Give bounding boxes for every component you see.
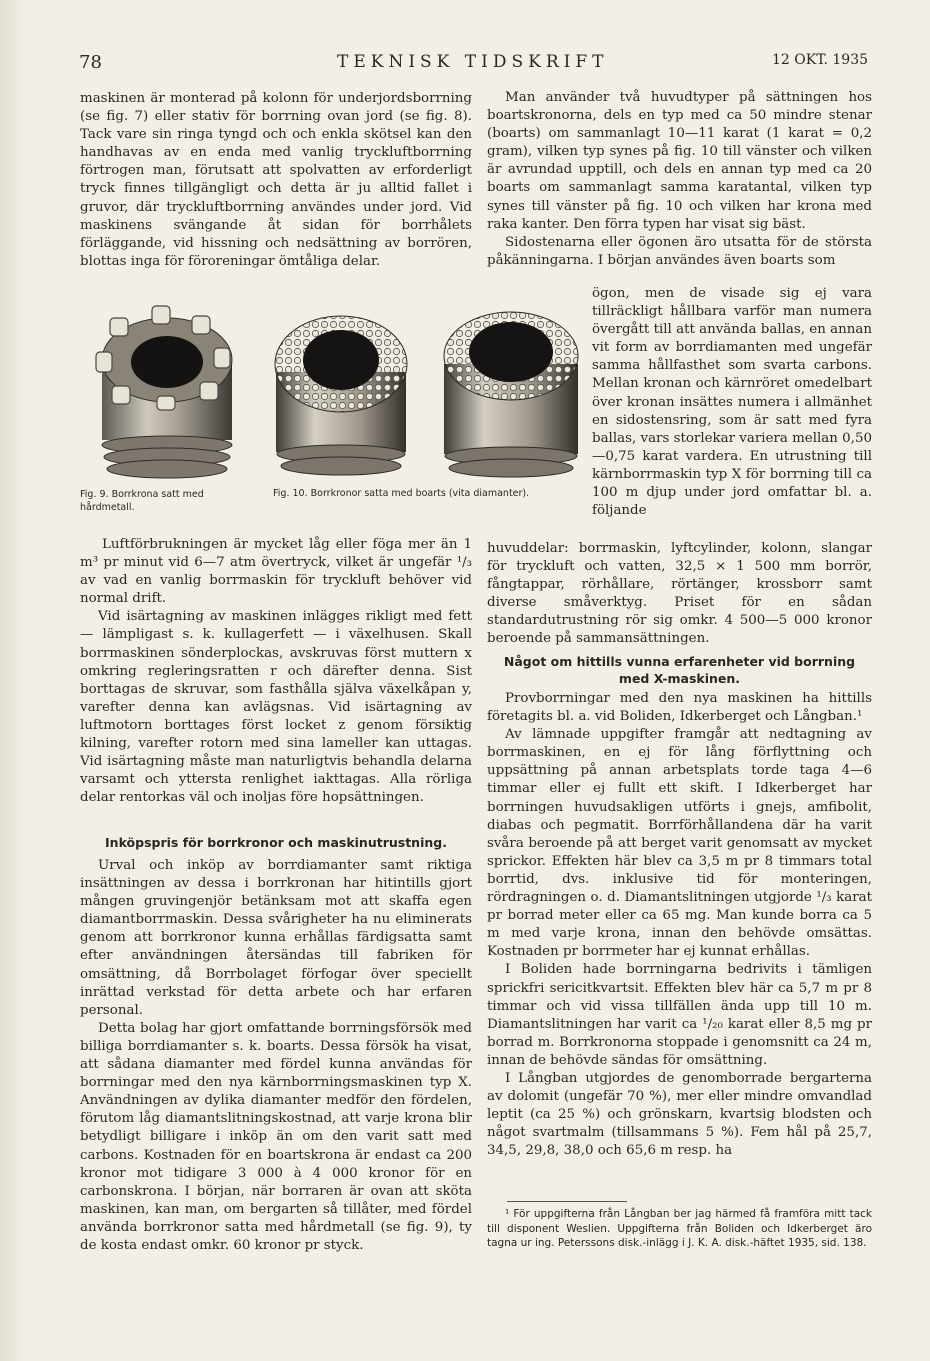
paragraph-langban: I Långban utgjordes de genomborrade bergarterna av dolomit (ungefär 70 %), mer eller mindre omvandlad leptit (ca 25 %) och grönskarn, kvartsig blodsten och något svartmalm (tillsammans 5 %). Fem hål på 25,7, 34,5, 29,8, 38,0 och 65,6 m resp. ha — [487, 1070, 872, 1159]
paragraph-huvudtyper: Man använder två huvudtyper på sättningen hos boartskronorna, dels en typ med ca 50 mindre stenar (boarts) om sammanlagt 10—11 karat (1 karat = 0,2 gram), vilken typ synes på fig. 10 till vänster och vilken är avrundad upptill, och dels en annan typ med ca 20 boarts om sammanlagt samma karatantal, vilken typ synes till vänster på fig. 10 och vilken har krona med raka kanter. Den förra typen har visat sig bäst. — [487, 90, 872, 232]
running-head — [0, 52, 930, 74]
section-heading-erfarenheter: Något om hittills vunna erfarenheter vid borrning med X-maskinen. — [503, 654, 856, 686]
page-number: 78 — [79, 52, 102, 73]
paragraph-luftforbrukningen: Luftförbrukningen är mycket låg eller föga mer än 1 m³ pr minut vid 6—7 atm övertryck, vilket är ungefär ¹/₃ av vad en vanlig borrmaskin för tryckluft behöver vid normal drift. — [80, 537, 472, 607]
section-heading-inkopspris: Inköpspris för borrkronor och maskinutrustning. — [105, 835, 447, 850]
binding-shadow — [0, 0, 26, 1361]
paragraph-urval: Urval och inköp av borrdiamanter samt riktiga insättningen av dessa i borrkronan har hitintills gjort mången gruvingenjör betänksam mot att skaffa egen diamantborrmaskin. Dessa svårigheter ha nu eliminerats genom att borrkronor kunna erhållas färdigsatta samt efter användningen återsändas till fabriken för omsättning, då Borrbolaget förfogar över speciellt inrättad verkstad för detta arbete och har erfaren personal. — [80, 858, 472, 1018]
left-column-top — [80, 90, 472, 271]
right-column-section — [487, 690, 872, 1160]
paragraph-sidostenarna: Sidostenarna eller ögonen äro utsatta för de största påkänningarna. I början användes även boarts som — [487, 234, 872, 268]
footnote — [487, 1207, 872, 1251]
fig9-caption: Fig. 9. Borrkrona satt med hårdmetall. — [80, 489, 204, 513]
footnote-rule — [507, 1201, 627, 1202]
paragraph-boliden: I Boliden hade borrningarna bedrivits i tämligen sprickfri sericitkvartsit. Effekten blev här ca 5,7 m pr 8 timmar och vid vissa tillfällen ända upp till 10 m. Diamantslitningen har varit ca ¹/₂₀ karat eller 8,5 mg pr borrad m. Borrkronorna stoppade i genomsnitt ca 24 m, innan de behövde sändas för omsättning. — [487, 962, 872, 1068]
right-column-wrap — [592, 285, 872, 520]
paragraph-maskinen: maskinen är monterad på kolonn för underjordsborrning (se fig. 7) eller stativ för borrning ovan jord (se fig. 8). Tack vare sin ringa tyngd och och enkla skötsel kan den handhavas av en enda med vanlig tryckluftborrning förtrogen man, förutsatt att spolvatten av erforderligt tryck finnes tillgängligt och detta är ju alltid fallet i gruvor, där tryckluftborrning användes under jord. Vid maskinens svängande åt sidan för borrhålets förläggande, vid hissning och nedsättning av borrören, blottas inga för föroreningar ömtåliga delar. — [80, 91, 472, 269]
left-column-section — [80, 857, 472, 1255]
paragraph-isartagning: Vid isärtagning av maskinen inlägges rikligt med fett — lämpligast s. k. kullagerfett — i växelhusen. Skall borrmaskinen sönderplockas, avskruvas först muttern x omkring regleringsratten r och därefter denna. Sist borttagas de skruvar, som fasthålla själva växelkåpan y, varefter denna kan avlägsnas. Vid isärtagning av luftmotorn borttages först locket z genom försiktig kilning, varefter rotorn med sina lameller kan uttagas. Vid isärtagning måste man naturligtvis behandla delarna varsamt och yttersta renlighet iakttagas. Alla rörliga delar rentorkas väl och inoljas före hopsättningen. — [80, 609, 472, 806]
fig10-drill-bits-boarts — [266, 302, 586, 492]
journal-title: TEKNISK TIDSKRIFT — [337, 52, 609, 72]
right-column-continuation — [487, 540, 872, 649]
paragraph-lamnade-uppgifter: Av lämnade uppgifter framgår att nedtagning av borrmaskinen, en ej för lång förflyttning och uppsättning på annan arbetsplats torde taga 4—6 timmar eller ej fullt ett skift. I Idkerberget har borrningen huvudsakligen utförts i gnejs, amfibolit, diabas och pegmatit. Borrförhållandena där ha varit svåra beroende på att berget varit genomsatt av mycket sprickor. Effekten här blev ca 3,5 m pr 8 timmars total borrtid, dvs. inklusive tid för monteringen, rördragningen o. d. Diamantslitningen utgjorde ¹/₃ karat pr borrad meter eller ca 65 mg. Man kunde borra ca 5 m med varje krona, innan den behövde omsättas. Kostnaden pr borrmeter har ej kunnat erhållas. — [487, 727, 872, 960]
right-column-top — [487, 89, 872, 270]
footnote-text: ¹ För uppgifterna från Långban ber jag härmed få framföra mitt tack till disponent Weslien. Uppgifterna från Boliden och Idkerberget äro tagna ur ing. Peterssons disk.-inlägg i J. K. A. disk.-häftet 1935, sid. 138. — [487, 1208, 872, 1249]
fig10-caption: Fig. 10. Borrkronor satta med boarts (vita diamanter). — [273, 488, 530, 499]
left-column-bottom — [80, 536, 472, 807]
fig9-drill-bit-hardmetal — [82, 300, 252, 490]
paragraph-huvuddelar: huvuddelar: borrmaskin, lyftcylinder, kolonn, slangar för tryckluft och vatten, 32,5 × 1 500 mm borrör, fångtappar, rörhållare, rörtänger, krossborr samt diverse småverktyg. Priset för en sådan standardutrustning rör sig omkr. 4 500—5 000 kronor beroende på sammansättningen. — [487, 541, 872, 647]
paragraph-ogon: ögon, men de visade sig ej vara tillräckligt hållbara varför man numera övergått till att använda ballas, en annan vit form av borrdiamanten med ungefär samma hållfasthet som svarta carbons. Mellan kronan och kärnröret omedelbart över kronan insättes numera i allmänhet en sidostensring, som är satt med fyra ballas, vars storlekar variera mellan 0,50—0,75 karat vardera. En utrustning till kärnborrmaskin typ X för borrning till ca 100 m djup under jord omfattar bl. a. följande — [592, 286, 872, 519]
paragraph-provborrningar: Provborrningar med den nya maskinen ha hittills företagits bl. a. vid Boliden, Idkerberget och Långban.¹ — [487, 691, 872, 725]
paragraph-detta-bolag: Detta bolag har gjort omfattande borrningsförsök med billiga borrdiamanter s. k. boarts. Dessa försök ha visat, att sådana diamanter med fördel kunna användas för borrningar med den nya kärnborrningsmaskinen typ X. Användningen av dylika diamanter medför den fördelen, förutom låg diamantslitningskostnad, att varje krona blir betydligt billigare i inköp än om den varit satt med carbons. Kostnaden för en boartskrona är endast ca 200 kronor mot tidigare 3 000 à 4 000 kronor för en carbonskrona. I början, när borraren är ovan att sköta maskinen, kan man, om bergarten så tillåter, med fördel använda borrkronor satta med hårdmetall (se fig. 9), ty de kosta endast omkr. 60 kronor pr styck. — [80, 1020, 472, 1253]
issue-date: 12 OKT. 1935 — [772, 52, 869, 68]
